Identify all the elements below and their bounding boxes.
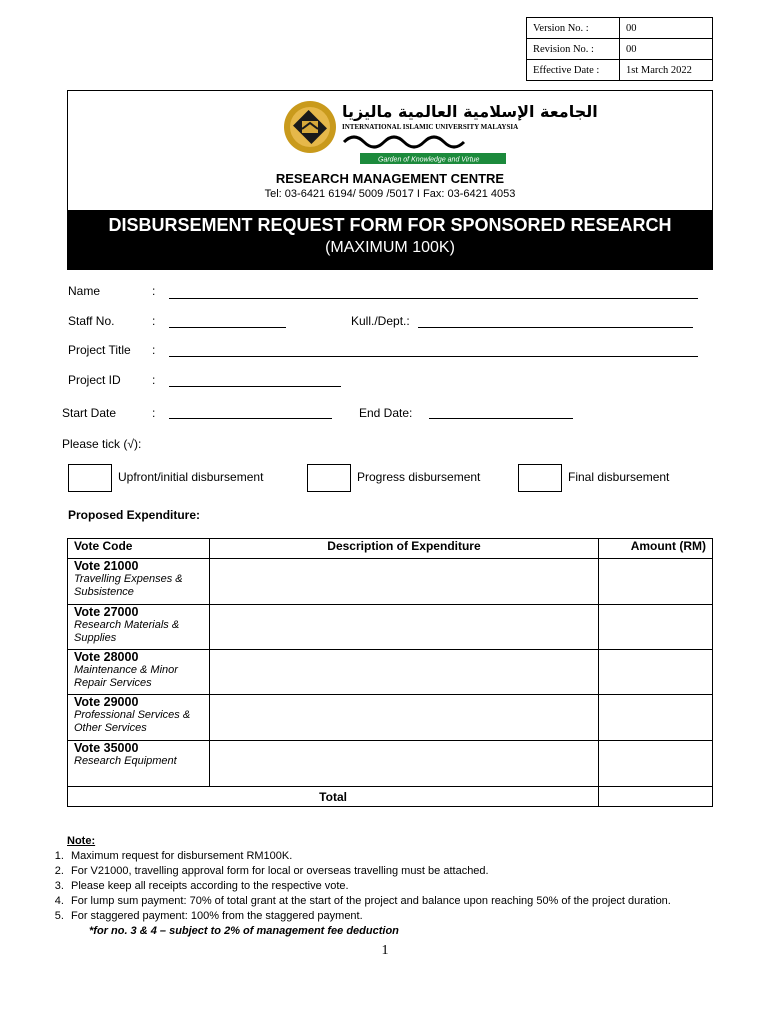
kull-dept-label: Kull./Dept.:	[351, 314, 410, 328]
table-row	[68, 559, 713, 605]
research-centre-name: RESEARCH MANAGEMENT CENTRE	[275, 171, 505, 186]
start-date-input-line[interactable]	[169, 418, 332, 419]
upfront-checkbox[interactable]	[68, 464, 112, 492]
amount-cell[interactable]	[599, 695, 713, 741]
table-header-row	[68, 539, 713, 559]
notes-heading: Note:	[67, 835, 96, 847]
revision-value: 00	[620, 39, 713, 60]
vote-description: Professional Services & Other Services	[74, 709, 191, 734]
end-date-input-line[interactable]	[429, 418, 573, 419]
contact-info: Tel: 03-6421 6194/ 5009 /5017 I Fax: 03-6421 4053	[264, 188, 516, 200]
revision-key: Revision No. :	[527, 39, 620, 60]
revision-row	[527, 39, 713, 60]
logo-english: INTERNATIONAL ISLAMIC UNIVERSITY MALAYSIA	[342, 123, 519, 131]
form-header	[67, 90, 713, 270]
table-row	[68, 741, 713, 787]
proposed-expenditure-heading: Proposed Expenditure:	[68, 508, 201, 522]
vote-code-header: Vote Code	[68, 539, 210, 559]
project-id-input-line[interactable]	[169, 386, 341, 387]
end-date-label: End Date:	[359, 406, 413, 420]
vote-cell	[68, 741, 210, 787]
project-id-label: Project ID	[68, 373, 121, 387]
effective-date-row	[527, 60, 713, 81]
vote-description: Maintenance & Minor Repair Services	[74, 664, 178, 689]
table-row	[68, 605, 713, 650]
notes-section	[67, 834, 671, 939]
effective-date-value: 1st March 2022	[620, 60, 713, 81]
description-cell[interactable]	[209, 695, 598, 741]
vote-cell	[68, 650, 210, 695]
notes-list	[45, 849, 671, 924]
note-item: 3. Please keep all receipts according to the respective vote.	[67, 879, 671, 894]
progress-checkbox[interactable]	[307, 464, 351, 492]
effective-date-key: Effective Date :	[527, 60, 620, 81]
vote-description: Research Equipment	[74, 755, 177, 767]
version-row	[527, 18, 713, 39]
colon: :	[152, 406, 156, 420]
title-bar	[68, 210, 712, 270]
description-header: Description of Expenditure	[209, 539, 598, 559]
kull-dept-input-line[interactable]	[418, 327, 693, 328]
description-cell[interactable]	[209, 605, 598, 650]
expenditure-table	[67, 538, 713, 807]
form-title: DISBURSEMENT REQUEST FORM FOR SPONSORED RESEARCH	[108, 215, 672, 235]
project-title-input-line[interactable]	[169, 356, 698, 357]
vote-cell	[68, 605, 210, 650]
final-label: Final disbursement	[568, 470, 670, 484]
vote-description: Travelling Expenses & Subsistence	[74, 573, 183, 598]
table-row	[68, 650, 713, 695]
total-label: Total	[68, 787, 599, 807]
final-checkbox[interactable]	[518, 464, 562, 492]
note-item: 5. For staggered payment: 100% from the staggered payment.	[67, 909, 671, 924]
vote-description: Research Materials & Supplies	[74, 619, 180, 644]
table-row	[68, 695, 713, 741]
logo-arabic: الجامعة الإسلامية العالمية ماليزيا	[342, 102, 598, 121]
notes-footnote: *for no. 3 & 4 – subject to 2% of management fee deduction	[89, 925, 399, 937]
note-item: 2. For V21000, travelling approval form for local or overseas travelling must be attached.	[67, 864, 671, 879]
note-item: 1. Maximum request for disbursement RM100K.	[67, 849, 671, 864]
version-value: 00	[620, 18, 713, 39]
description-cell[interactable]	[209, 650, 598, 695]
colon: :	[152, 284, 156, 298]
name-input-line[interactable]	[169, 298, 698, 299]
amount-cell[interactable]	[599, 741, 713, 787]
tick-instruction: Please tick (√):	[62, 437, 142, 451]
project-title-label: Project Title	[68, 343, 131, 357]
university-logo	[280, 97, 598, 167]
vote-cell	[68, 559, 210, 605]
total-amount-cell[interactable]	[599, 787, 713, 807]
version-table	[526, 17, 713, 81]
name-label: Name	[68, 284, 101, 298]
vote-code: Vote 35000	[74, 741, 139, 755]
total-row	[68, 787, 713, 807]
note-item: 4. For lump sum payment: 70% of total grant at the start of the project and balance upon reaching 50% of the project duration.	[67, 894, 671, 909]
form-subtitle: (MAXIMUM 100K)	[325, 239, 455, 256]
logo-tagline: Garden of Knowledge and Virtue	[378, 156, 480, 164]
staff-no-input-line[interactable]	[169, 327, 286, 328]
start-date-label: Start Date	[62, 406, 117, 420]
description-cell[interactable]	[209, 559, 598, 605]
version-key: Version No. :	[527, 18, 620, 39]
amount-cell[interactable]	[599, 605, 713, 650]
vote-code: Vote 27000	[74, 605, 139, 619]
colon: :	[152, 343, 156, 357]
amount-header: Amount (RM)	[599, 539, 713, 559]
vote-code: Vote 21000	[74, 559, 139, 573]
page-number: 1	[381, 943, 389, 958]
staff-no-label: Staff No.	[68, 314, 115, 328]
colon: :	[152, 314, 156, 328]
amount-cell[interactable]	[599, 559, 713, 605]
colon: :	[152, 373, 156, 387]
vote-code: Vote 28000	[74, 650, 139, 664]
progress-label: Progress disbursement	[357, 470, 481, 484]
upfront-label: Upfront/initial disbursement	[118, 470, 264, 484]
amount-cell[interactable]	[599, 650, 713, 695]
vote-cell	[68, 695, 210, 741]
description-cell[interactable]	[209, 741, 598, 787]
vote-code: Vote 29000	[74, 695, 139, 709]
